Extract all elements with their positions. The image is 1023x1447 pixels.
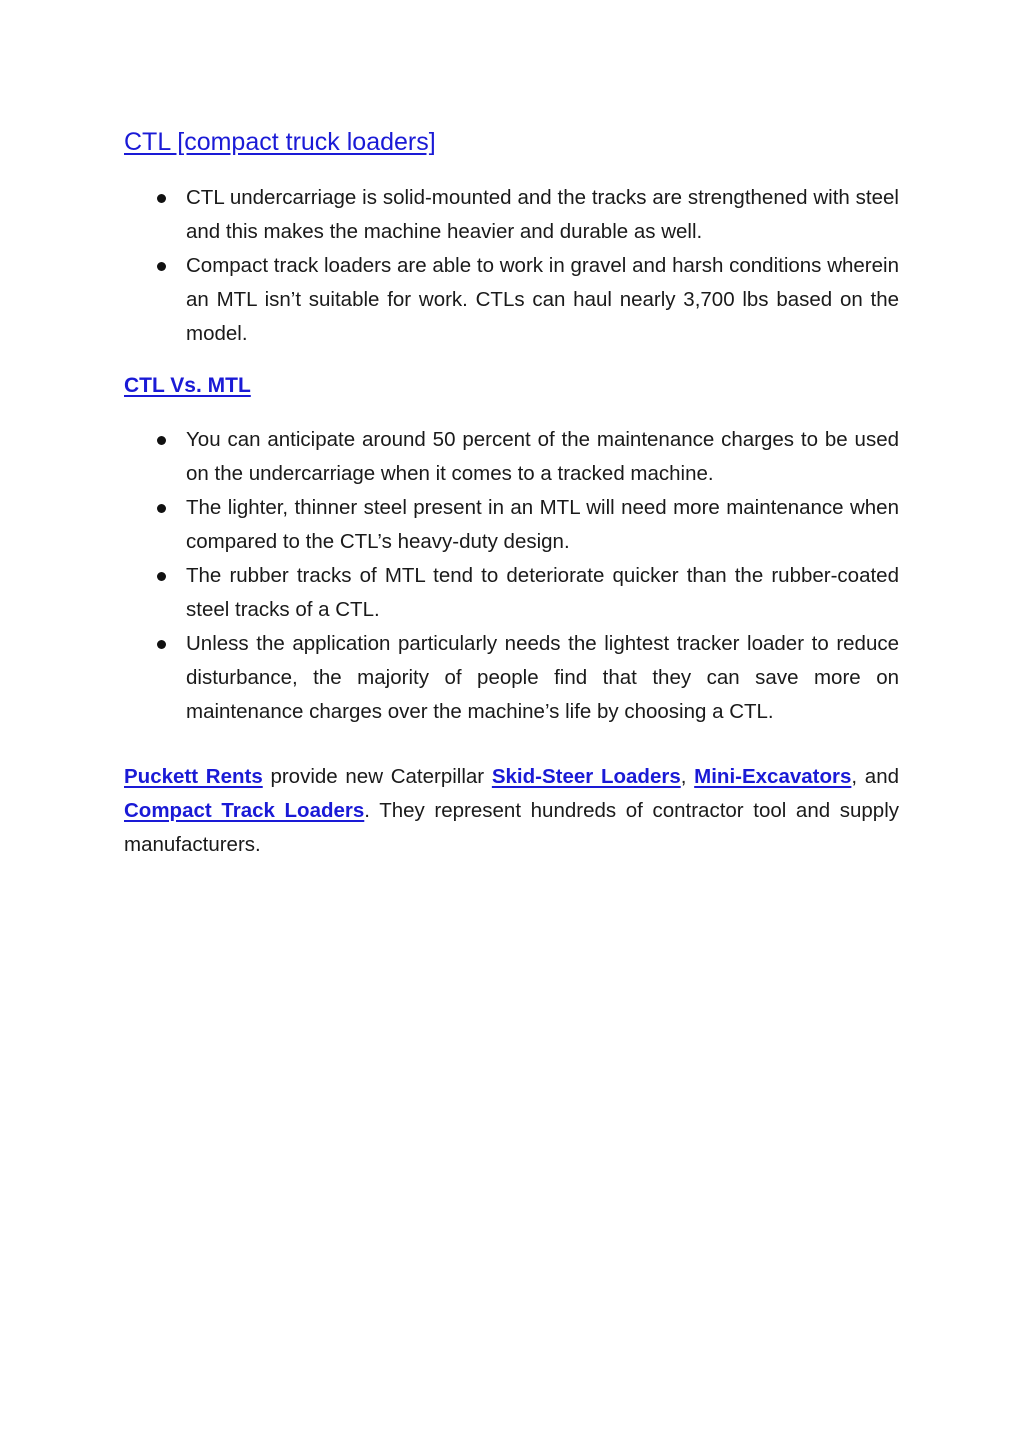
bullet-item: The rubber tracks of MTL tend to deteriorate quicker than the rubber-coated steel tracks of a CTL. (124, 559, 899, 627)
link-mini-excavators[interactable]: Mini-Excavators (694, 765, 852, 788)
heading-ctl-compact-truck-loaders[interactable]: CTL [compact truck loaders] (124, 128, 436, 156)
bullet-item: Compact track loaders are able to work in gravel and harsh conditions wherein an MTL isn’t suitable for work. CTLs can haul nearly 3,700 lbs based on the model. (124, 249, 899, 351)
bullet-item: You can anticipate around 50 percent of the maintenance charges to be used on the undercarriage when it comes to a tracked machine. (124, 423, 899, 491)
link-compact-track-loaders[interactable]: Compact Track Loaders (124, 799, 365, 822)
closing-paragraph (124, 760, 899, 862)
link-puckett-rents[interactable]: Puckett Rents (124, 765, 263, 788)
heading-ctl-vs-mtl[interactable]: CTL Vs. MTL (124, 374, 251, 397)
bullet-item: CTL undercarriage is solid-mounted and the tracks are strengthened with steel and this makes the machine heavier and durable as well. (124, 181, 899, 249)
bullet-item: The lighter, thinner steel present in an MTL will need more maintenance when compared to the CTL’s heavy-duty design. (124, 491, 899, 559)
comparison-bullet-list (124, 423, 899, 729)
link-skid-steer-loaders[interactable]: Skid-Steer Loaders (491, 765, 681, 788)
bullet-item: Unless the application particularly needs the lightest tracker loader to reduce disturbance, the majority of people find that they can save more on maintenance charges over the machine’s life by choosing a CTL. (124, 627, 899, 729)
ctl-bullet-list (124, 181, 899, 351)
closing-text: , and (851, 765, 900, 788)
closing-text: . They represent hundreds of contractor tool and supply manufacturers. (124, 799, 900, 856)
closing-text: provide new Caterpillar (262, 765, 492, 788)
closing-text: , (680, 765, 695, 788)
